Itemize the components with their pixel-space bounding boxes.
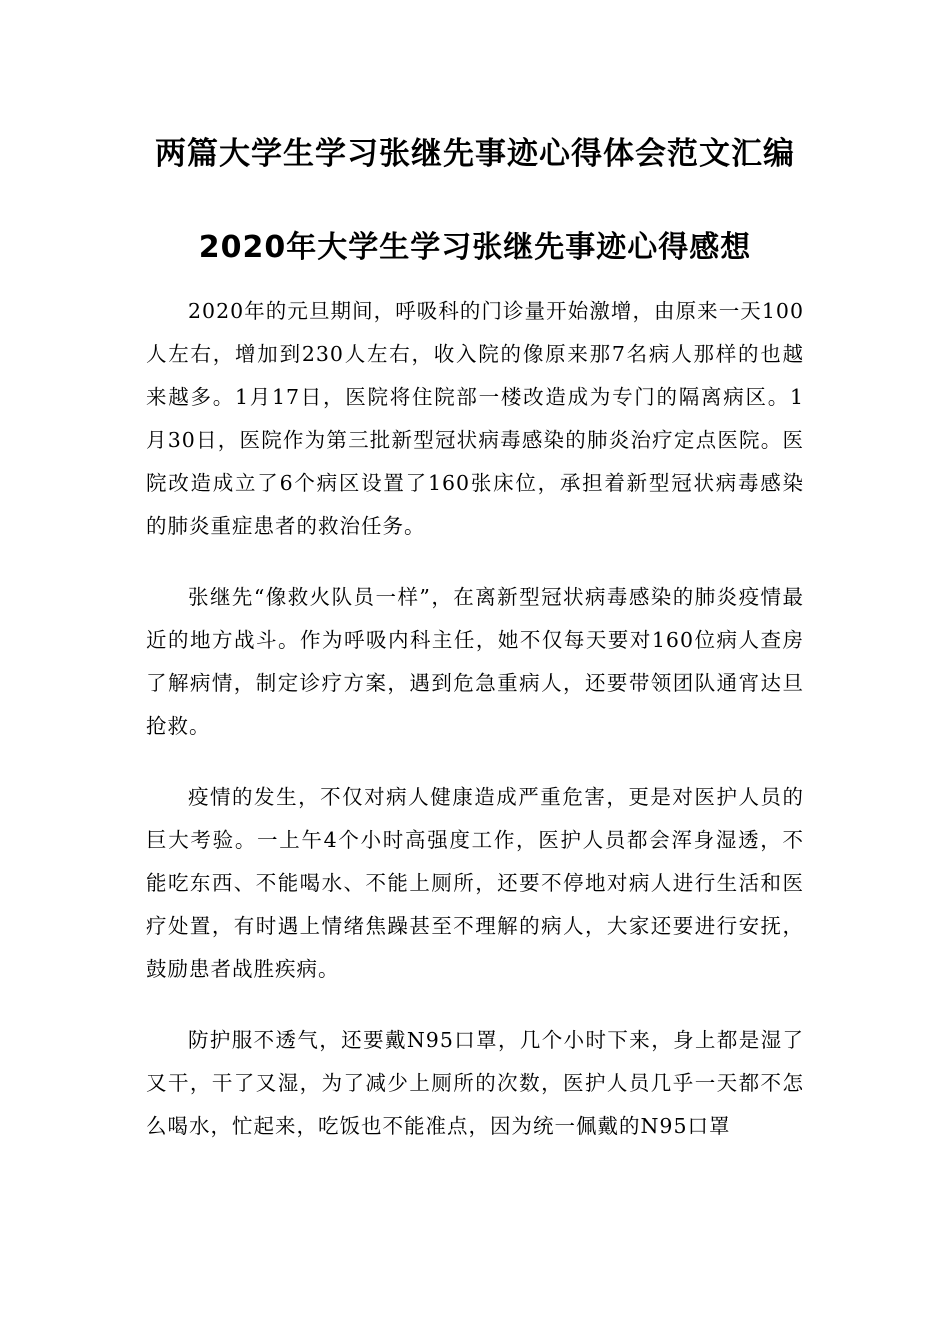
- document-body: [146, 290, 804, 1176]
- paragraph: 2020年的元旦期间，呼吸科的门诊量开始激增，由原来一天100人左右，增加到230人左右，收入院的像原来那7名病人那样的也越来越多。1月17日，医院将住院部一楼改造成为专门的隔离病区。1月30日，医院作为第三批新型冠状病毒感染的肺炎治疗定点医院。医院改造成立了6个病区设置了160张床位，承担着新型冠状病毒感染的肺炎重症患者的救治任务。: [146, 299, 804, 538]
- paragraph: 张继先“像救火队员一样”，在离新型冠状病毒感染的肺炎疫情最近的地方战斗。作为呼吸内科主任，她不仅每天要对160位病人查房了解病情，制定诊疗方案，遇到危急重病人，还要带领团队通宵达旦抢救。: [146, 585, 804, 738]
- document-title: 两篇大学生学习张继先事迹心得体会范文汇编: [155, 136, 795, 172]
- paragraph: 疫情的发生，不仅对病人健康造成严重危害，更是对医护人员的巨大考验。一上午4个小时高强度工作，医护人员都会浑身湿透，不能吃东西、不能喝水、不能上厕所，还要不停地对病人进行生活和医疗处置，有时遇上情绪焦躁甚至不理解的病人，大家还要进行安抚，鼓励患者战胜疾病。: [146, 785, 804, 981]
- document-subtitle: 2020年大学生学习张继先事迹心得感想: [198, 230, 752, 265]
- paragraph: 防护服不透气，还要戴N95口罩，几个小时下来，身上都是湿了又干，干了又湿，为了减少上厕所的次数，医护人员几乎一天都不怎么喝水，忙起来，吃饭也不能准点，因为统一佩戴的N95口罩: [146, 1028, 804, 1138]
